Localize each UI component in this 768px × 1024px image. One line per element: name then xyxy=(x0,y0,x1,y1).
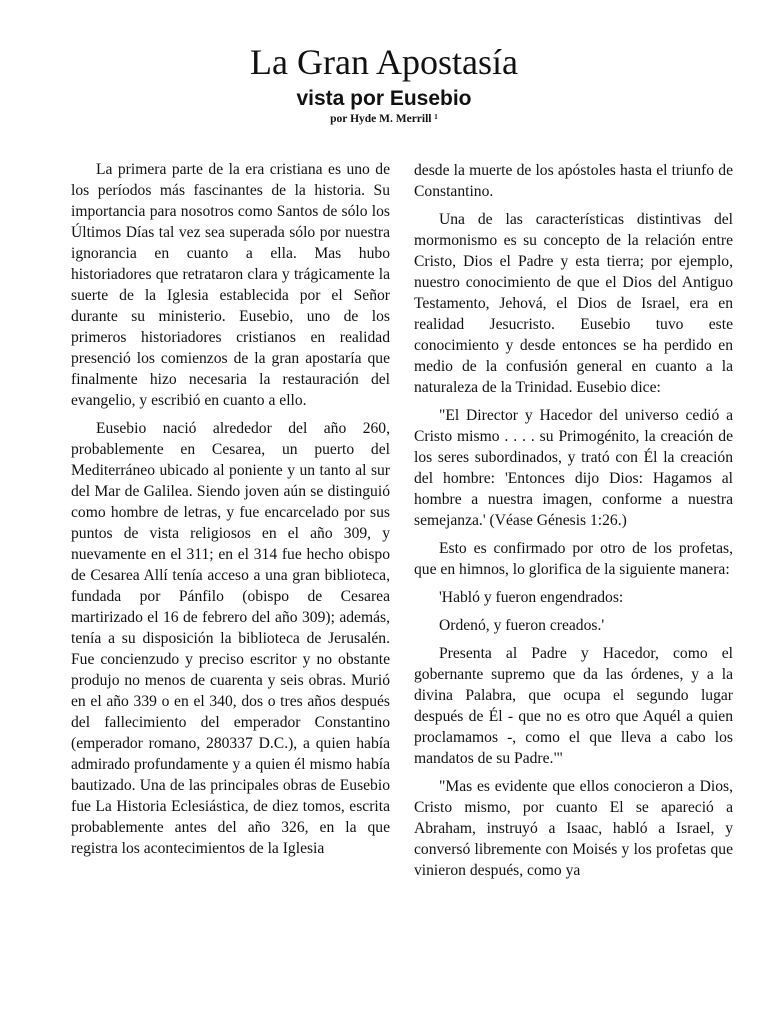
paragraph: Eusebio nació alrededor del año 260, probablemente en Cesarea, un puerto del Mediterráneo ubicado al poniente y un tanto al sur del Mar de Galilea. Siendo joven aún se distinguió como hombre de letras, y fue encarcelado por sus puntos de vista religiosos en el año 309, y nuevamente en el 311; en el 314 fue hecho obispo de Cesarea Allí tenía acceso a una gran biblioteca, fundada por Pánfilo (obispo de Cesarea martirizado el 16 de febrero del año 309); además, tenía a su disposición la biblioteca de Jerusalén. Fue concienzudo y preciso escritor y no obstante produjo no menos de cuarenta y seis obras. Murió en el año 339 o en el 340, dos o tres años después del fallecimiento del emperador Constantino (emperador romano, 280337 D.C.), a quien había admirado profundamente y a quien él mismo había bautizado. Una de las principales obras de Eusebio fue La Historia Eclesiástica, de diez tomos, escrita probablemente antes del año 326, en la que registra los acontecimientos de la Iglesia xyxy=(71,420,390,857)
verse-line: 'Habló y fueron engendrados: xyxy=(439,589,624,606)
left-column xyxy=(71,159,390,866)
author-byline: por Hyde M. Merrill ¹ xyxy=(330,113,438,125)
paragraph: Una de las características distintivas del mormonismo es su concepto de la relación entre Cristo, Dios el Padre y esta tierra; por ejemplo, nuestro conocimiento de que el Dios del Antiguo Testamento, Jehová, el Dios de Israel, era en realidad Jesucristo. Eusebio tuvo este conocimiento y desde entonces se ha perdido en medio de la confusión general en cuanto a la naturaleza de la Trinidad. Eusebio dice: xyxy=(414,211,733,396)
paragraph: Esto es confirmado por otro de los profetas, que en himnos, lo glorifica de la siguiente manera: xyxy=(414,540,733,578)
paragraph: desde la muerte de los apóstoles hasta el triunfo de Constantino. xyxy=(414,162,733,200)
quote-paragraph: "Mas es evidente que ellos conocieron a Dios, Cristo mismo, por cuanto El se apareció a Abraham, instruyó a Isaac, habló a Israel, y conversó libremente con Moisés y los profetas que vinieron después, como ya xyxy=(414,778,733,879)
paragraph: Presenta al Padre y Hacedor, como el gobernante supremo que da las órdenes, y a la divina Palabra, que ocupa el segundo lugar después de Él - que no es otro que Aquél a quien proclamamos -, como el que lleva a cabo los mandatos de su Padre."' xyxy=(414,645,733,767)
article-subtitle: vista por Eusebio xyxy=(296,87,472,110)
article-title: La Gran Apostasía xyxy=(250,42,518,82)
paragraph: La primera parte de la era cristiana es uno de los períodos más fascinantes de la historia. Su importancia para nosotros como Santos de sólo los Últimos Días tal vez sea superada sólo por nuestra ignorancia en cuanto a ella. Mas hubo historiadores que retrataron clara y trágicamente la suerte de la Iglesia establecida por el Señor durante su ministerio. Eusebio, uno de los primeros historiadores cristianos en realidad presenció los comienzos de la gran apostaría que finalmente hizo necesaria la restauración del evangelio, y escribió en cuanto a ello. xyxy=(71,161,390,409)
right-column xyxy=(414,160,733,888)
verse-line: Ordenó, y fueron creados.' xyxy=(439,617,605,634)
quote-paragraph: "El Director y Hacedor del universo cedió a Cristo mismo . . . . su Primogénito, la creación de los seres subordinados, y trató con Él la creación del hombre: 'Entonces dijo Dios: Hagamos al hombre a nuestra imagen, conforme a nuestra semejanza.' (Véase Génesis 1:26.) xyxy=(414,407,733,529)
